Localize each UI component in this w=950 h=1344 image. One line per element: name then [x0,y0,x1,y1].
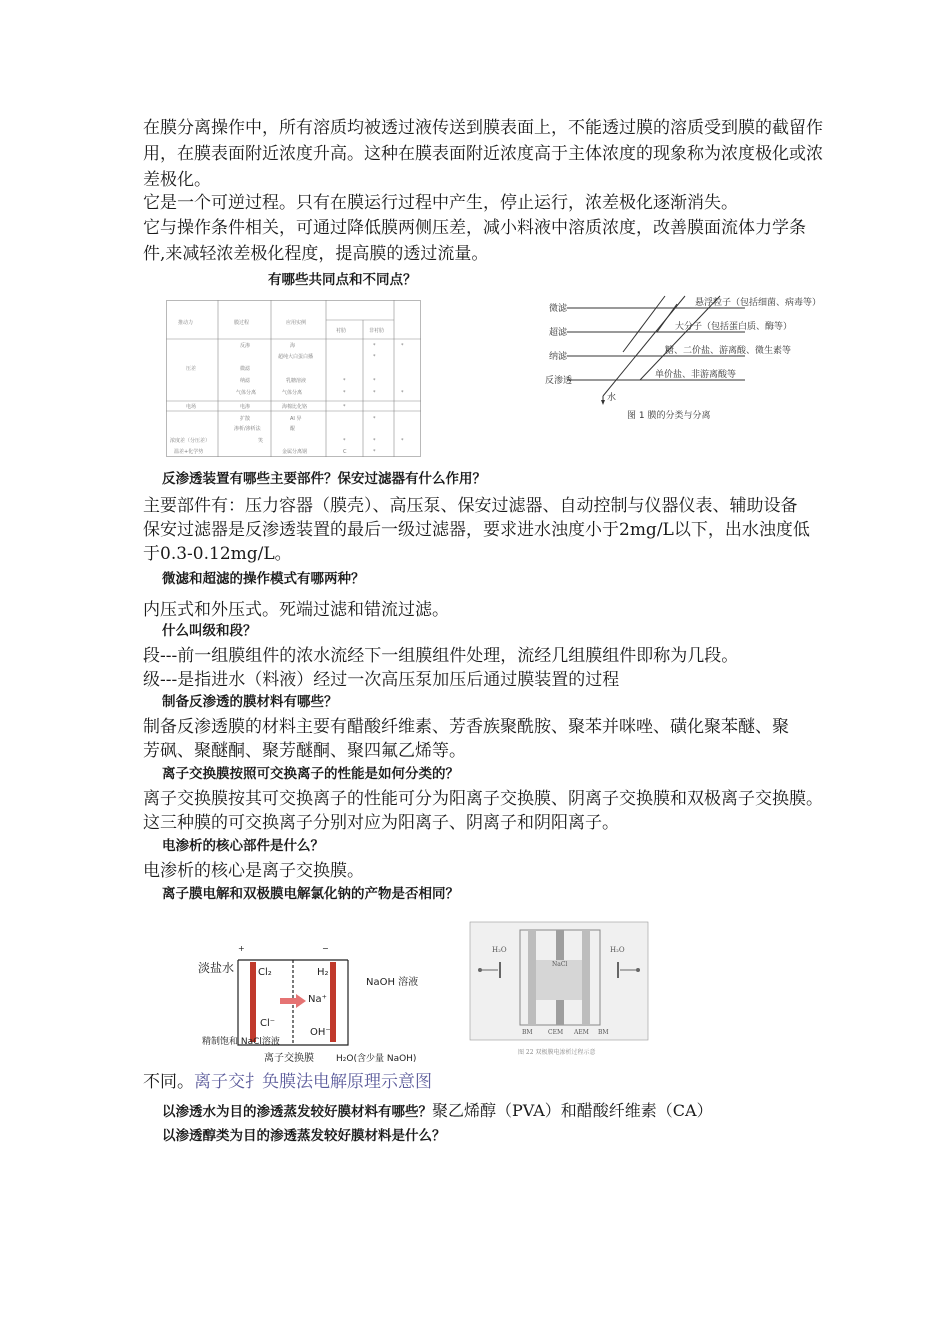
table-header-process: 膜过程 [234,320,250,326]
table-cell: * [373,378,376,384]
intro-paragraph-1: 在膜分离操作中，所有溶质均被透过液传送到膜表面上，不能透过膜的溶质受到膜的截留作用，在膜表面附近浓度升高。这种在膜表面附近浓度高于主体浓度的现象称为浓度极化或浓差极化。 [143,118,823,190]
question-text: 以渗透水为目的渗透蒸发较好膜材料有哪些？ [162,1104,432,1120]
table-cell: 电渗 [240,404,251,410]
question-mf-uf-modes: 微滤和超滤的操作模式有哪两种？ [162,571,365,587]
table-cell: * [401,343,404,349]
table-cell: 金属分离钢 [282,449,308,455]
question-common-differences: 有哪些共同点和不同点？ [268,272,417,288]
table-cell: * [373,390,376,396]
figure-item-label: 大分子（包括蛋白质、酶等） [675,322,793,332]
table-cell: * [343,438,346,444]
question-pv-water-materials [162,1101,713,1122]
membrane-label: BM [522,1029,533,1036]
table-cell: 超纯大白蛋白播 [278,354,314,360]
answer-electrolysis-products [143,1070,843,1094]
answer-ro-components: 主要部件有：压力容器（膜壳）、高压泵、保安过滤器、自动控制与仪器仪表、辅助设备 [143,496,798,516]
label-naoh-solution: NaOH 溶液 [366,977,419,988]
table-cell: * [373,343,376,349]
figure-item-label: 单价盐、非游离酸等 [655,370,737,380]
table-cell: 温差+化学势 [174,449,204,455]
electrolysis-caption: 离子交扌奂膜法电解原理示意图 [194,1072,432,1092]
label-water: H₂O(含少量 NaOH) [336,1054,417,1064]
table-cell: C [343,449,347,455]
table-cell: 乳糖溶液 [286,378,307,384]
table-cell: * [401,438,404,444]
table-cell: 压差 [186,366,197,372]
table-cell: * [373,438,376,444]
figure-row-label: 反渗透 [545,376,573,386]
label-h2o-right: H₂O [610,946,625,954]
table-cell: 浓度差（分压差） [170,438,211,444]
table-cell: 渗析/渗析法 [234,426,261,432]
table-cell: * [373,354,376,360]
plus-sign: + [238,944,245,953]
table-cell: 电场 [186,404,197,410]
table-cell: * [373,449,376,455]
table-cell: 扩散 [240,416,251,422]
table-cell: 反渗 [240,343,251,349]
table-header-driving-force: 推动力 [178,320,194,326]
table-cell: 微滤 [240,366,251,372]
label-ion-exchange-membrane: 离子交换膜 [264,1053,314,1064]
answer-pv-water-materials: 聚乙烯醇（PVA）和醋酸纤维素（CA） [432,1101,713,1120]
figure-item-label: 悬浮粒子（包括细菌、病毒等） [695,298,822,308]
label-na-ion: Na⁺ [308,994,327,1005]
table-cell: 海棉比化铬 [282,404,308,410]
minus-sign: − [322,944,329,953]
table-cell: 醌 [290,426,296,432]
table-header-example: 应用实例 [286,320,307,326]
table-subheader-2: 非衬肋 [369,328,385,334]
figure-row-label: 微滤 [549,304,568,314]
figure-row-label: 纳滤 [549,352,568,362]
table-cell: 气体分离 [236,390,257,396]
question-electrolysis-products: 离子膜电解和双极膜电解氯化钠的产物是否相同？ [162,886,459,902]
answer-section: 段---前一组膜组件的浓水流经下一组膜组件处理，流经几组膜组件即称为几段。 [143,646,739,666]
label-h2: H₂ [317,967,329,978]
intro-paragraph-2: 它是一个可逆过程。只有在膜运行过程中产生，停止运行，浓差极化逐渐消失。 [143,193,738,213]
label-nacl-solution: 精制饱和 NaCl溶液 [202,1037,280,1047]
answer-ro-materials: 制备反渗透膜的材料主要有醋酸纤维素、芳香族聚酰胺、聚苯并咪唑、磺化聚苯醚、聚芳砜、聚醚酮、聚芳醚酮、聚四氟乙烯等。 [143,717,789,761]
comparison-table [166,300,421,457]
answer-ion-exchange-classification: 离子交换膜按其可交换离子的性能可分为阳离子交换膜、阴离子交换膜和双极离子交换膜。这三种膜的可交换离子分别对应为阳离子、阴离子和阴阳离子。 [143,789,823,833]
label-dilute-brine: 淡盐水 [198,961,235,975]
table-cell: * [343,404,346,410]
label-cl-ion: Cl⁻ [260,1018,276,1029]
label-oh-ion: OH⁻ [310,1027,331,1038]
answer-security-filter: 保安过滤器是反渗透装置的最后一级过滤器，要求进水浊度小于2mg/L以下，出水浊度低于0.3-0.12mg/L。 [143,520,810,564]
figure-bottom-label: 水 [607,393,617,403]
table-subheader-1: 衬肋 [336,328,347,334]
table-cell: 纳滤 [240,378,251,384]
table-cell: * [401,390,404,396]
question-electrodialysis-core: 电渗析的核心部件是什么？ [162,838,324,854]
table-cell: 气体分离 [282,390,303,396]
membrane-label: CEM [548,1029,564,1036]
label-h2o-left: H₂O [492,946,507,954]
table-cell: * [373,416,376,422]
answer-prefix: 不同。 [143,1072,194,1092]
label-nacl: NaCl [552,961,568,968]
table-cell: AI 异 [290,416,302,422]
answer-stage: 级---是指进水（料液）经过一次高压泵加压后通过膜装置的过程 [143,670,620,690]
table-cell: * [343,390,346,396]
membrane-label: AEM [574,1029,589,1036]
question-ro-materials: 制备反渗透的膜材料有哪些？ [162,694,338,710]
question-ion-exchange-classification: 离子交换膜按照可交换离子的性能是如何分类的？ [162,766,459,782]
electrolysis-figure [198,940,438,1065]
bipolar-figure-caption: 图 22 双极膜电渗析过程示意 [518,1049,596,1056]
table-cell: 笑 [258,438,264,444]
intro-paragraph-3: 它与操作条件相关，可通过降低膜两侧压差，减小料液中溶质浓度，改善膜面流体力学条件,来减轻浓差极化程度，提高膜的透过流量。 [143,218,806,264]
table-cell: 海 [290,343,296,349]
figure-item-label: 糖、二价盐、游离酸、微生素等 [665,346,792,356]
membrane-classification-figure [545,292,822,422]
question-stage-and-section: 什么叫级和段？ [162,623,257,639]
answer-electrodialysis-core: 电渗析的核心是离子交换膜。 [143,861,364,881]
table-cell: * [343,378,346,384]
answer-mf-uf-modes: 内压式和外压式。死端过滤和错流过滤。 [143,600,449,620]
label-cl2: Cl₂ [258,967,272,978]
figure-caption: 图 1 膜的分类与分离 [627,411,711,421]
membrane-label: BM [598,1029,609,1036]
question-pv-alcohol-materials: 以渗透醇类为目的渗透蒸发较好膜材料是什么？ [162,1128,446,1144]
bipolar-membrane-figure [470,920,648,1058]
figure-row-label: 超滤 [549,328,568,338]
question-ro-components: 反渗透装置有哪些主要部件？保安过滤器有什么作用？ [162,471,486,487]
